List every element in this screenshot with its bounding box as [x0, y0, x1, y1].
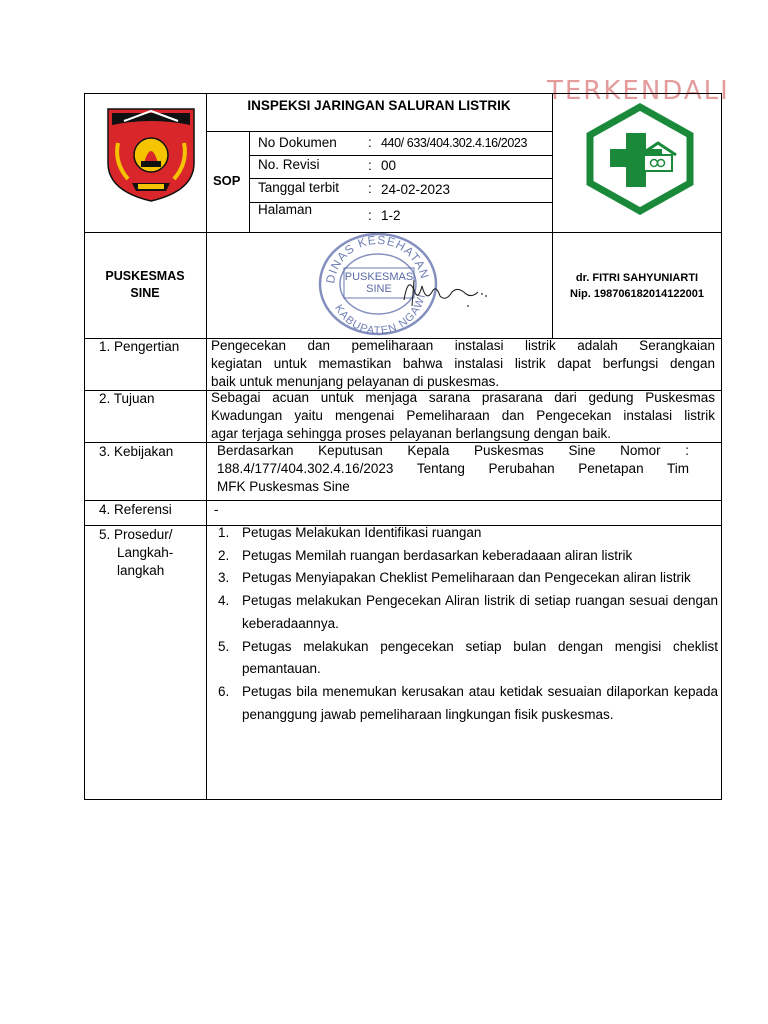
divider: [206, 93, 207, 800]
procedure-label: Langkah-: [117, 545, 174, 560]
step-number: 5.: [218, 638, 230, 654]
step-text: Petugas Melakukan Identifikasi ruangan: [242, 525, 482, 540]
row-content-tujuan: [211, 389, 715, 443]
text-line: Kwadungan yaitu mengenai Pemeliharaan dan Pengecekan instalasi listrik: [211, 408, 715, 423]
text-line: Berdasarkan Keputusan Kepala Puskesmas Sine Nomor :: [217, 443, 689, 458]
list-item: [218, 590, 718, 635]
meta-value-page: 1-2: [381, 208, 401, 223]
regency-emblem-logo: [104, 103, 198, 203]
step-text: Petugas Menyiapakan Cheklist Pemeliharaan dan Pengecekan aliran listrik: [242, 570, 691, 586]
meta-label-document-number: No Dokumen: [258, 135, 337, 150]
org-subname: SINE: [130, 286, 160, 300]
text-line: agar terjaga sehingga proses pelayanan berlangsung dengan baik.: [211, 426, 612, 441]
meta-value-revision: 00: [381, 158, 397, 173]
meta-sep: :: [368, 158, 372, 173]
text-line: kegiatan untuk memastikan bahwa instalasi listrik dapat berfungsi dengan: [211, 356, 715, 371]
divider: [84, 500, 722, 501]
row-label-kebijakan: 3. Kebijakan: [99, 444, 174, 459]
terkendali-watermark: TERKENDALI: [547, 76, 730, 106]
row-content-pengertian: [211, 337, 715, 391]
step-number: 3.: [218, 570, 230, 586]
row-label-tujuan: 2. Tujuan: [99, 391, 155, 406]
row-content-referensi: -: [214, 502, 219, 517]
meta-sep: :: [368, 181, 372, 196]
stamp-bottom-text: KABUPATEN NGAWI: [332, 292, 429, 338]
step-text: Petugas Memilah ruangan berdasarkan keberadaaan aliran listrik: [242, 547, 633, 563]
divider: [249, 131, 250, 232]
sop-label: SOP: [213, 173, 241, 188]
step-number: 4.: [218, 593, 230, 609]
step-number: 2.: [218, 547, 230, 563]
stamp-center-line2: SINE: [366, 283, 392, 295]
signer-name: dr. FITRI SAHYUNIARTI: [575, 272, 699, 284]
text-line: baik untuk menunjang pelayanan di puskesmas.: [211, 374, 500, 389]
document-title: INSPEKSI JARINGAN SALURAN LISTRIK: [247, 98, 511, 113]
signer-nip: Nip. 198706182014122001: [570, 288, 704, 300]
step-text: Petugas melakukan Pengecekan Aliran listrik di setiap ruangan sesuai dengan keberadaannya.: [242, 593, 718, 631]
puskesmas-logo: [582, 103, 698, 215]
procedure-label: langkah: [117, 563, 165, 578]
stamp-top-text: DINAS KESEHATAN: [323, 232, 433, 285]
step-number: 1.: [218, 525, 230, 540]
list-item: [218, 545, 718, 568]
text-line: Pengecekan dan pemeliharaan instalasi listrik adalah Serangkaian: [211, 338, 715, 353]
meta-sep: :: [368, 135, 372, 150]
list-item: [218, 567, 718, 590]
list-item: [218, 681, 718, 726]
signature: [396, 272, 496, 312]
step-text: Petugas bila menemukan kerusakan atau ketidak sesuaian dilaporkan kepada penanggung jawab pemeliharaan lingkungan fisik puskesmas.: [242, 683, 718, 722]
procedure-label: 5. Prosedur/: [99, 527, 173, 542]
org-name: PUSKESMAS: [105, 269, 185, 283]
meta-value-issue-date: 24-02-2023: [381, 182, 451, 197]
step-number: 6.: [218, 683, 230, 699]
meta-label-issue-date: Tanggal terbit: [258, 180, 340, 195]
row-content-kebijakan: [217, 442, 689, 496]
step-text: Petugas melakukan pengecekan setiap bulan dengan mengisi cheklist pemantauan.: [242, 638, 718, 677]
meta-label-revision: No. Revisi: [258, 157, 320, 172]
meta-sep: :: [368, 208, 372, 223]
meta-label-page: Halaman: [258, 202, 313, 217]
text-line: Sebagai acuan untuk menjaga sarana prasarana dari gedung Puskesmas: [211, 390, 715, 405]
stamp-center-line1: PUSKESMAS: [344, 271, 414, 283]
procedure-steps-list: [218, 522, 718, 726]
divider: [206, 131, 552, 132]
row-label-pengertian: 1. Pengertian: [99, 339, 180, 354]
row-label-referensi: 4. Referensi: [99, 502, 172, 517]
list-item: [218, 522, 718, 545]
meta-value-document-number: 440/ 633/404.302.4.16/2023: [381, 136, 527, 150]
list-item: [218, 636, 718, 681]
text-line: MFK Puskesmas Sine: [217, 479, 350, 494]
text-line: 188.4/177/404.302.4.16/2023 Tentang Perubahan Penetapan Tim: [217, 461, 689, 476]
